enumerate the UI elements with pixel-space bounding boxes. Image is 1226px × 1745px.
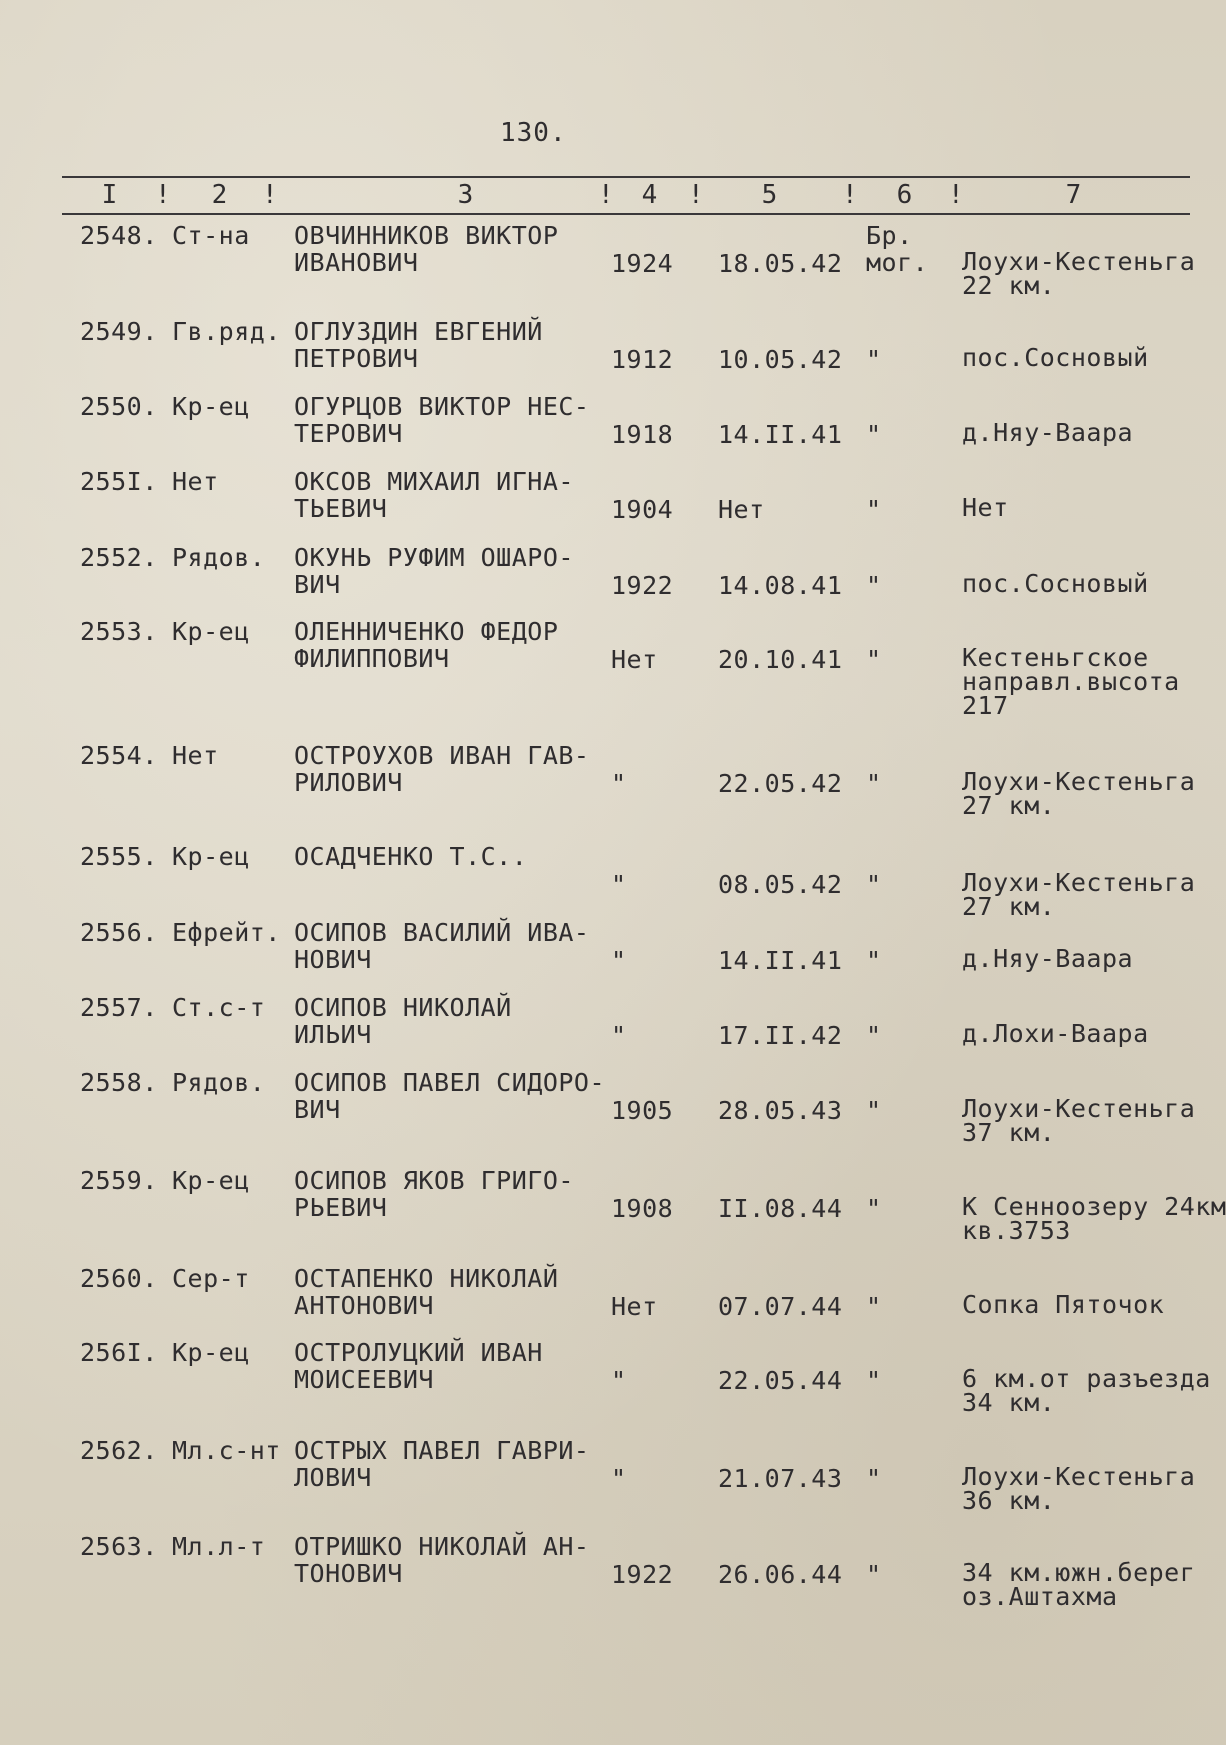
record-burial (866, 646, 882, 673)
record-number: 2550. (80, 392, 158, 421)
name-line: ОСИПОВ ПАВЕЛ СИДОРО- (294, 1068, 606, 1097)
record-name (294, 222, 558, 276)
burial-line: " (866, 345, 882, 374)
record-burial (866, 947, 882, 974)
column-separator: ! (948, 180, 964, 210)
record-burial (866, 1195, 882, 1222)
name-line: ОКУНЬ РУФИМ ОШАРО- (294, 543, 574, 572)
name-line: ТЕРОВИЧ (294, 419, 403, 448)
place-line: пос.Сосновый (962, 569, 1149, 598)
name-line: ОГУРЦОВ ВИКТОР НЕС- (294, 392, 590, 421)
column-header-5: 5 (761, 180, 779, 210)
burial-line: " (866, 420, 882, 449)
record-burial (866, 871, 882, 898)
place-line: Лоухи-Кестеньга (962, 247, 1196, 276)
record-birth-year: " (611, 1464, 627, 1493)
column-header-1: I (101, 180, 119, 210)
record-rank: Кр-ец (172, 842, 250, 871)
record-birth-year: Нет (611, 1292, 658, 1321)
record-death-date: 22.05.42 (718, 769, 843, 798)
record-burial (866, 1293, 882, 1320)
record-birth-year: 1922 (611, 1560, 674, 1589)
place-line: 6 км.от разъезда (962, 1364, 1211, 1393)
record-burial (866, 222, 928, 276)
record-birth-year: 1904 (611, 495, 674, 524)
place-line: 34 км. (962, 1388, 1056, 1417)
burial-line: " (866, 1292, 882, 1321)
record-name (294, 618, 558, 672)
record-place (962, 643, 1180, 720)
place-line: 27 км. (962, 892, 1056, 921)
record-name (294, 1265, 558, 1319)
record-rank: Мл.л-т (172, 1532, 266, 1561)
record-rank: Ст-на (172, 221, 250, 250)
record-rank: Нет (172, 467, 219, 496)
place-line: направл.высота (962, 667, 1180, 696)
column-separator: ! (262, 180, 278, 210)
record-rank: Рядов. (172, 543, 266, 572)
record-birth-year: 1905 (611, 1096, 674, 1125)
name-line: ОСТАПЕНКО НИКОЛАЙ (294, 1264, 559, 1293)
record-death-date: 21.07.43 (718, 1464, 843, 1493)
name-line: ВИЧ (294, 570, 341, 599)
burial-line: " (866, 645, 882, 674)
place-line: оз.Аштахма (962, 1582, 1118, 1611)
record-name (294, 1339, 543, 1393)
record-place (962, 868, 1196, 921)
column-separator: ! (598, 180, 614, 210)
record-number: 2556. (80, 918, 158, 947)
burial-line: " (866, 946, 882, 975)
record-birth-year: 1912 (611, 345, 674, 374)
record-death-date: 26.06.44 (718, 1560, 843, 1589)
record-burial (866, 1097, 882, 1124)
name-line: ОСТРОЛУЦКИЙ ИВАН (294, 1338, 543, 1367)
record-name (294, 843, 527, 870)
record-place (962, 1019, 1149, 1048)
record-name (294, 742, 589, 796)
record-place (962, 1290, 1165, 1319)
record-place (962, 944, 1134, 973)
place-line: д.Няу-Ваара (962, 418, 1134, 447)
record-birth-year: 1922 (611, 571, 674, 600)
record-burial (866, 1367, 882, 1394)
place-line: 217 (962, 691, 1009, 720)
name-line: ОТРИШКО НИКОЛАЙ АН- (294, 1532, 590, 1561)
place-line: 36 км. (962, 1486, 1056, 1515)
record-number: 2548. (80, 221, 158, 250)
record-death-date: 17.II.42 (718, 1021, 843, 1050)
record-name (294, 1437, 589, 1491)
name-line: ТОНОВИЧ (294, 1559, 403, 1588)
place-line: пос.Сосновый (962, 343, 1149, 372)
place-line: Лоухи-Кестеньга (962, 1462, 1196, 1491)
record-burial (866, 1022, 882, 1049)
record-number: 2562. (80, 1436, 158, 1465)
record-rank: Гв.ряд. (172, 317, 281, 346)
burial-line: Бр. (866, 221, 913, 250)
record-birth-year: 1924 (611, 249, 674, 278)
column-header-3: 3 (457, 180, 475, 210)
place-line: Сопка Пяточок (962, 1290, 1165, 1319)
record-place (962, 1558, 1196, 1611)
record-death-date: 22.05.44 (718, 1366, 843, 1395)
name-line: ОЛЕННИЧЕНКО ФЕДОР (294, 617, 559, 646)
record-number: 2549. (80, 317, 158, 346)
place-line: Кестеньгское (962, 643, 1149, 672)
record-number: 2559. (80, 1166, 158, 1195)
page-number: 130. (500, 118, 567, 148)
record-death-date: 14.08.41 (718, 571, 843, 600)
name-line: ОСИПОВ ВАСИЛИЙ ИВА- (294, 918, 590, 947)
record-place (962, 1364, 1211, 1417)
burial-line: мог. (866, 248, 929, 277)
name-line: ОСТРЫХ ПАВЕЛ ГАВРИ- (294, 1436, 590, 1465)
place-line: д.Лохи-Ваара (962, 1019, 1149, 1048)
column-separator: ! (688, 180, 704, 210)
record-rank: Рядов. (172, 1068, 266, 1097)
burial-line: " (866, 769, 882, 798)
name-line: ОСАДЧЕНКО Т.С.. (294, 842, 528, 871)
name-line: ОСИПОВ ЯКОВ ГРИГО- (294, 1166, 574, 1195)
name-line: МОИСЕЕВИЧ (294, 1365, 434, 1394)
name-line: ВИЧ (294, 1095, 341, 1124)
record-name (294, 468, 574, 522)
place-line: 27 км. (962, 791, 1056, 820)
record-birth-year: " (611, 1021, 627, 1050)
record-death-date: 18.05.42 (718, 249, 843, 278)
record-place (962, 1094, 1196, 1147)
burial-line: " (866, 571, 882, 600)
record-number: 2554. (80, 741, 158, 770)
column-header-6: 6 (896, 180, 914, 210)
burial-line: " (866, 495, 882, 524)
record-rank: Кр-ец (172, 1338, 250, 1367)
burial-line: " (866, 1194, 882, 1223)
record-name (294, 1069, 605, 1123)
column-header-7: 7 (1065, 180, 1083, 210)
column-header-2: 2 (211, 180, 229, 210)
record-burial (866, 496, 882, 523)
name-line: РИЛОВИЧ (294, 768, 403, 797)
record-birth-year: Нет (611, 645, 658, 674)
place-line: 37 км. (962, 1118, 1056, 1147)
table-top-rule (62, 176, 1190, 178)
name-line: ИЛЬИЧ (294, 1020, 372, 1049)
record-rank: Кр-ец (172, 1166, 250, 1195)
record-place (962, 493, 1009, 522)
record-death-date: 08.05.42 (718, 870, 843, 899)
burial-line: " (866, 1464, 882, 1493)
record-number: 255I. (80, 467, 158, 496)
place-line: кв.3753 (962, 1216, 1071, 1245)
record-place (962, 343, 1149, 372)
record-rank: Нет (172, 741, 219, 770)
record-place (962, 418, 1134, 447)
name-line: ОСТРОУХОВ ИВАН ГАВ- (294, 741, 590, 770)
place-line: Лоухи-Кестеньга (962, 1094, 1196, 1123)
record-death-date: 14.II.41 (718, 420, 843, 449)
record-birth-year: 1908 (611, 1194, 674, 1223)
place-line: К Сенноозеру 24км (962, 1192, 1226, 1221)
name-line: ТЬЕВИЧ (294, 494, 388, 523)
name-line: НОВИЧ (294, 945, 372, 974)
record-burial (866, 421, 882, 448)
name-line: АНТОНОВИЧ (294, 1291, 434, 1320)
record-number: 2563. (80, 1532, 158, 1561)
name-line: ОВЧИННИКОВ ВИКТОР (294, 221, 559, 250)
name-line: ФИЛИППОВИЧ (294, 644, 450, 673)
record-number: 256I. (80, 1338, 158, 1367)
burial-line: " (866, 1560, 882, 1589)
record-name (294, 544, 574, 598)
record-rank: Ст.с-т (172, 993, 266, 1022)
record-burial (866, 572, 882, 599)
record-place (962, 767, 1196, 820)
record-name (294, 393, 589, 447)
record-rank: Кр-ец (172, 392, 250, 421)
table-header (0, 180, 1226, 210)
name-line: ИВАНОВИЧ (294, 248, 419, 277)
name-line: ЛОВИЧ (294, 1463, 372, 1492)
record-birth-year: " (611, 946, 627, 975)
record-death-date: 10.05.42 (718, 345, 843, 374)
record-death-date: 28.05.43 (718, 1096, 843, 1125)
burial-line: " (866, 1366, 882, 1395)
name-line: ПЕТРОВИЧ (294, 344, 419, 373)
burial-line: " (866, 1096, 882, 1125)
record-number: 2553. (80, 617, 158, 646)
record-death-date: 20.10.41 (718, 645, 843, 674)
record-death-date: II.08.44 (718, 1194, 843, 1223)
record-rank: Кр-ец (172, 617, 250, 646)
place-line: 22 км. (962, 271, 1056, 300)
record-rank: Мл.с-нт (172, 1436, 281, 1465)
record-number: 2552. (80, 543, 158, 572)
record-burial (866, 1465, 882, 1492)
record-number: 2558. (80, 1068, 158, 1097)
name-line: ОКСОВ МИХАИЛ ИГНА- (294, 467, 574, 496)
record-number: 2557. (80, 993, 158, 1022)
record-number: 2555. (80, 842, 158, 871)
record-birth-year: " (611, 769, 627, 798)
record-place (962, 1462, 1196, 1515)
place-line: Нет (962, 493, 1009, 522)
name-line: ОГЛУЗДИН ЕВГЕНИЙ (294, 317, 543, 346)
record-place (962, 1192, 1226, 1245)
record-burial (866, 346, 882, 373)
record-name (294, 919, 589, 973)
record-name (294, 994, 512, 1048)
place-line: Лоухи-Кестеньга (962, 868, 1196, 897)
record-burial (866, 1561, 882, 1588)
column-header-4: 4 (641, 180, 659, 210)
column-separator: ! (155, 180, 171, 210)
record-number: 2560. (80, 1264, 158, 1293)
record-death-date: 07.07.44 (718, 1292, 843, 1321)
record-place (962, 569, 1149, 598)
record-death-date: Нет (718, 495, 765, 524)
record-place (962, 247, 1196, 300)
record-birth-year: " (611, 1366, 627, 1395)
record-death-date: 14.II.41 (718, 946, 843, 975)
record-rank: Сер-т (172, 1264, 250, 1293)
record-burial (866, 770, 882, 797)
record-rank: Ефрейт. (172, 918, 281, 947)
column-separator: ! (842, 180, 858, 210)
name-line: РЬЕВИЧ (294, 1193, 388, 1222)
place-line: 34 км.южн.берег (962, 1558, 1196, 1587)
record-name (294, 1533, 589, 1587)
record-birth-year: " (611, 870, 627, 899)
table-header-rule (62, 213, 1190, 215)
place-line: Лоухи-Кестеньга (962, 767, 1196, 796)
record-birth-year: 1918 (611, 420, 674, 449)
record-name (294, 318, 543, 372)
record-name (294, 1167, 574, 1221)
burial-line: " (866, 870, 882, 899)
name-line: ОСИПОВ НИКОЛАЙ (294, 993, 512, 1022)
place-line: д.Няу-Ваара (962, 944, 1134, 973)
burial-line: " (866, 1021, 882, 1050)
